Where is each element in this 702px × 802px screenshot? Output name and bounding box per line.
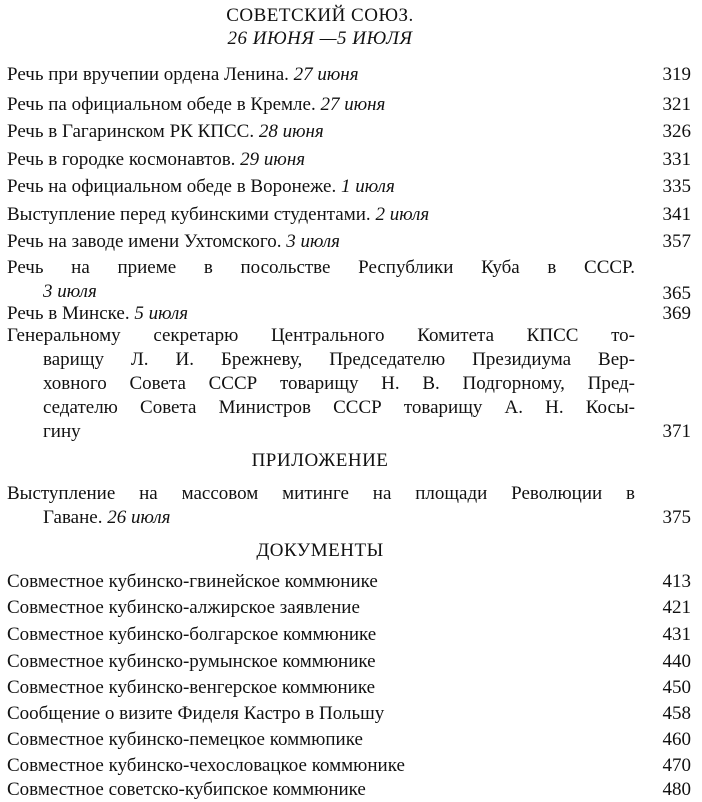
toc-entry[interactable] [7,754,697,778]
entry-title: Речь на приеме в посольстве Республики Куба в СССР. [7,257,635,278]
entry-title: Совместное кубинско-гвинейское коммюнике [7,571,378,592]
entry-title: Совместное кубинско-румынское коммюнике [7,651,376,672]
toc-entry[interactable] [7,175,697,199]
toc-entry[interactable] [7,778,697,802]
entry-page-number: 470 [662,755,691,776]
toc-entry[interactable] [7,148,697,172]
entry-page-number: 480 [662,779,691,800]
entry-page-number: 319 [662,64,691,85]
toc-entry[interactable] [7,728,697,752]
entry-line: Генеральному секретарю Центрального Комитета КПСС то- [7,325,635,346]
toc-entry[interactable] [7,596,697,620]
toc-entry[interactable] [7,302,697,326]
entry-title: Речь в Минске. [7,303,130,324]
entry-page-number: 450 [662,677,691,698]
entry-title: Речь па официальном обеде в Кремле. [7,94,316,115]
entry-page-number: 326 [662,121,691,142]
entry-line: ховного Совета СССР товарищу Н. В. Подгорному, Пред- [43,373,635,394]
entry-page-number: 371 [662,421,691,442]
entry-line: варищу Л. И. Брежневу, Председателю Президиума Вер- [43,349,635,370]
entry-date: 27 июня [293,64,359,85]
entry-title: Совместное кубинско-пемецкое коммюпике [7,729,363,750]
section-subtitle-dates: 26 ИЮНЯ —5 ИЮЛЯ [227,28,413,49]
entry-title: Речь на заводе имени Ухтомского. [7,231,282,252]
entry-title: Речь в городке космонавтов. [7,149,236,170]
entry-line: гину [43,421,81,442]
entry-page-number: 341 [662,204,691,225]
toc-entry[interactable] [7,203,697,227]
toc-entry[interactable] [7,650,697,674]
toc-entry[interactable] [7,702,697,726]
entry-title: Совместное кубинско-алжирское заявление [7,597,360,618]
entry-page-number: 413 [662,571,691,592]
section-title-soviet-union: СОВЕТСКИЙ СОЮЗ. [226,5,414,26]
section-title-documents: ДОКУМЕНТЫ [256,540,384,561]
entry-date: 5 июля [134,303,189,324]
entry-page-number: 369 [662,303,691,324]
toc-entry[interactable] [7,230,697,254]
entry-page-number: 357 [662,231,691,252]
entry-title: Речь при вручепии ордена Ленина. [7,64,289,85]
entry-title: Выступление перед кубинскими студентами. [7,204,371,225]
entry-page-number: 431 [662,624,691,645]
entry-date: 3 июля [43,281,97,302]
entry-page-number: 321 [662,94,691,115]
entry-line: седателю Совета Министров СССР товарищу А. Н. Косы- [43,397,635,418]
toc-entry-letter[interactable] [7,324,697,444]
entry-date: 29 июня [240,149,306,170]
entry-title: Совместное кубинско-венгерское коммюнике [7,677,376,698]
entry-page-number: 335 [662,176,691,197]
entry-page-number: 365 [662,283,691,304]
entry-date: 3 июля [286,231,340,252]
entry-title: Совместное кубинско-болгарское коммюнике [7,624,377,645]
section-title-appendix: ПРИЛОЖЕНИЕ [251,450,389,471]
entry-page-number: 440 [662,651,691,672]
toc-entry[interactable] [7,120,697,144]
entry-page-number: 460 [662,729,691,750]
toc-entry[interactable] [7,93,697,117]
entry-title: Речь в Гагаринском РК КПСС. [7,121,255,142]
toc-entry[interactable] [7,623,697,647]
entry-title: Совместное советско-кубипское коммюнике [7,779,366,800]
entry-date: 27 июня [320,94,386,115]
entry-title: Речь на официальном обеде в Воронеже. [7,176,337,197]
entry-page-number: 421 [662,597,691,618]
entry-date: 28 июня [258,121,324,142]
entry-title: Совместное кубинско-чехословацкое коммюнике [7,755,405,776]
toc-entry[interactable] [7,63,697,87]
entry-page-number: 375 [662,507,691,528]
toc-entry[interactable] [7,570,697,594]
toc-entry[interactable] [7,482,697,530]
entry-title: Сообщение о визите Фиделя Кастро в Польшу [7,703,385,724]
entry-date: 2 июля [375,204,430,225]
toc-entry[interactable] [7,256,697,304]
toc-entry[interactable] [7,676,697,700]
entry-date: 26 июля [107,507,171,528]
entry-title: Выступление на массовом митинге на площади Революции в [7,483,635,504]
entry-page-number: 458 [662,703,691,724]
entry-page-number: 331 [662,149,691,170]
entry-date: 1 июля [341,176,395,197]
entry-title-cont: Гаване. [43,507,103,528]
